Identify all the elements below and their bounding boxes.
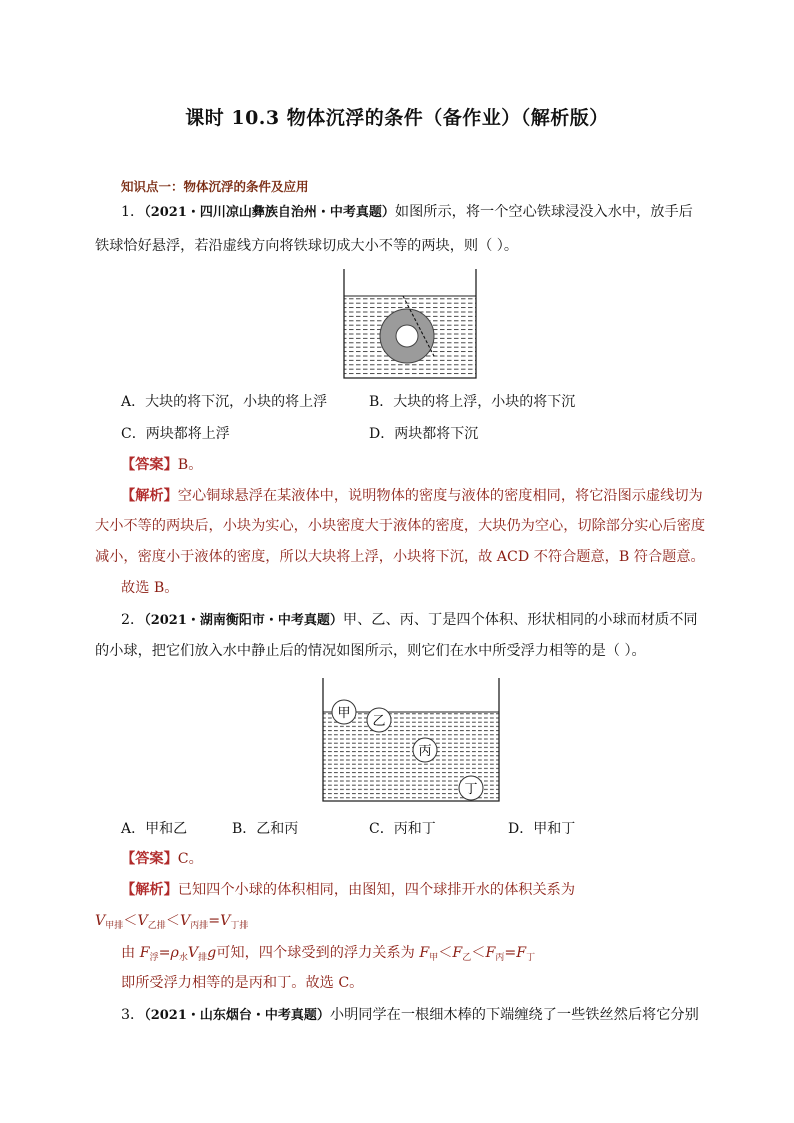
q1-stem-line2: 铁球恰好悬浮，若沿虚线方向将铁球切成大小不等的两块，则（ ）。 bbox=[95, 238, 519, 254]
q2-analysis-text1: 已知四个小球的体积相同，由图知，四个球排开水的体积关系为 bbox=[177, 882, 576, 898]
q2-ball-yi-label: 乙 bbox=[372, 714, 386, 729]
q2-stem-line1 bbox=[121, 610, 701, 631]
q2-analysis-line1 bbox=[121, 880, 701, 900]
q2-ball-yi bbox=[367, 708, 391, 732]
q2-opt-a[interactable]: A．甲和乙 bbox=[121, 821, 188, 837]
q3-number: 3． bbox=[121, 1007, 145, 1023]
q2-text1: 甲、乙、丙、丁是四个体积、形状相同的小球而材质不同 bbox=[342, 612, 698, 628]
q1-analysis-line2: 大小不等的两块后，小块为实心，小块密度大于液体的密度，大块仍为空心，切除部分实心后密度 bbox=[95, 518, 706, 534]
q2-stem-line2: 的小球，把它们放入水中静止后的情况如图所示，则它们在水中所受浮力相等的是（ ）。 bbox=[95, 643, 646, 659]
q2-opt-b[interactable]: B．乙和丙 bbox=[232, 821, 299, 837]
q1-answer-label: 【答案】 bbox=[121, 457, 178, 473]
q2-answer bbox=[121, 849, 701, 869]
q2-answer-label: 【答案】 bbox=[121, 851, 178, 867]
q1-analysis-line4: 故选 B。 bbox=[121, 580, 179, 596]
q2-formula-buoyancy: 由 $F_浮=\rho_水V_排g$可知，四个球受到的浮力关系为 $F_甲<F_乙<F_丙=F_丁$ bbox=[121, 945, 536, 963]
q1-opt-b[interactable]: B．大块的将上浮，小块的将下沉 bbox=[369, 394, 576, 410]
q1-analysis-line3: 减小，密度小于液体的密度，所以大块将上浮，小块将下沉，故 ACD 不符合题意，B 符合题意。 bbox=[95, 549, 705, 565]
q1-ball-cavity bbox=[396, 325, 418, 347]
q2-source: （2021・湖南衡阳市・中考真题） bbox=[144, 613, 343, 628]
q2-ball-jia bbox=[332, 700, 356, 724]
q3-stem-line1 bbox=[121, 1005, 701, 1026]
section-heading: 知识点一：物体沉浮的条件及应用 bbox=[121, 179, 309, 194]
q1-answer-value: B。 bbox=[177, 457, 203, 473]
q1-opt-a[interactable]: A．大块的将下沉，小块的将上浮 bbox=[121, 394, 328, 410]
q2-ball-jia-label: 甲 bbox=[337, 706, 351, 721]
q2-formula-volume: $V_{甲排}<V_{乙排}<V_{丙排}=V_{丁排}$ bbox=[95, 913, 249, 931]
q2-ball-ding-label: 丁 bbox=[464, 782, 478, 797]
q2-ball-bing-label: 丙 bbox=[418, 744, 432, 759]
q1-analysis-label: 【解析】 bbox=[121, 488, 178, 504]
q1-analysis-line1 bbox=[121, 486, 701, 506]
q2-opt-c[interactable]: C．丙和丁 bbox=[369, 821, 436, 837]
q3-source: （2021・山东烟台・中考真题） bbox=[144, 1008, 330, 1023]
q2-ball-bing bbox=[413, 738, 437, 762]
q1-text1: 如图所示，将一个空心铁球浸没入水中，放手后 bbox=[394, 204, 693, 220]
q2-number: 2． bbox=[121, 612, 145, 628]
q1-stem-line1 bbox=[121, 202, 701, 223]
q3-text1: 小明同学在一根细木棒的下端缠绕了一些铁丝然后将它分别 bbox=[329, 1007, 699, 1023]
q2-analysis-label: 【解析】 bbox=[121, 882, 178, 898]
q2-ball-ding bbox=[459, 776, 483, 800]
q1-answer bbox=[121, 455, 701, 475]
q2-figure-container bbox=[316, 674, 506, 804]
q1-opt-c[interactable]: C．两块都将上浮 bbox=[121, 426, 230, 442]
q1-opt-d[interactable]: D．两块都将下沉 bbox=[369, 426, 479, 442]
page-title: 课时 10.3 物体沉浮的条件（备作业）（解析版） bbox=[185, 107, 609, 129]
q2-opt-d[interactable]: D．甲和丁 bbox=[508, 821, 576, 837]
q1-analysis-text1: 空心铜球悬浮在某液体中，说明物体的密度与液体的密度相同，将它沿图示虚线切为 bbox=[177, 488, 703, 504]
q1-source: （2021・四川凉山彝族自治州・中考真题） bbox=[144, 205, 395, 220]
q1-number: 1． bbox=[121, 204, 145, 220]
q2-analysis-conclusion: 即所受浮力相等的是丙和丁。故选 C。 bbox=[121, 975, 364, 991]
q1-figure-container bbox=[335, 266, 485, 381]
q2-answer-value: C。 bbox=[177, 851, 203, 867]
